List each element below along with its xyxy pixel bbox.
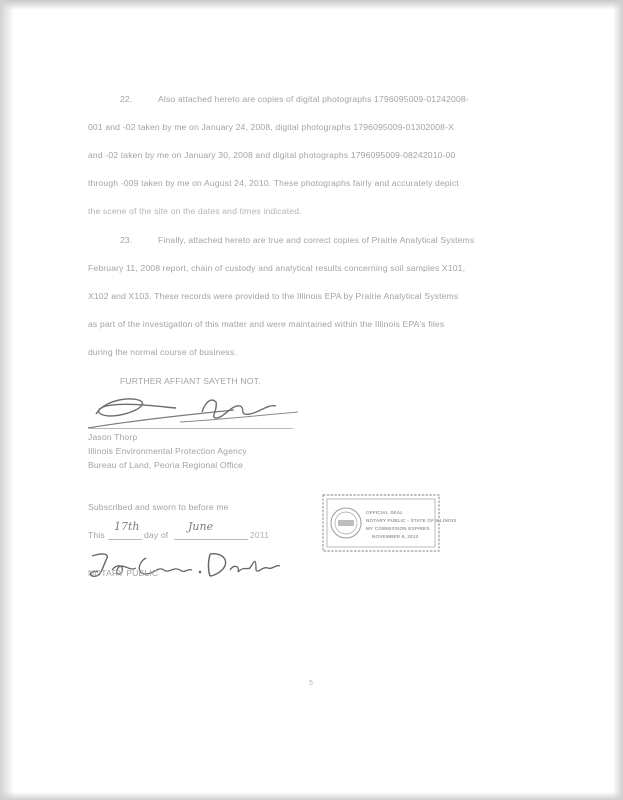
notary-day-line (108, 539, 142, 540)
seal-line-4: NOVEMBER 9, 2013 (372, 534, 419, 539)
notary-month-value: June (188, 520, 214, 533)
affiant-signature (84, 392, 304, 432)
affiant-signature-line (88, 428, 293, 429)
affiant-agency: Illinois Environmental Protection Agency (88, 446, 247, 456)
notary-day-of-label: day of (144, 530, 169, 540)
paragraph-23-line-2: February 11, 2008 report, chain of custody and analytical results concerning soil samples X101, (88, 263, 466, 273)
scan-edge-left (0, 0, 14, 800)
seal-line-3: MY COMMISSION EXPIRES (366, 526, 430, 531)
notary-year: 2011 (250, 530, 270, 540)
scan-edge-bottom (0, 792, 623, 800)
paragraph-22-line-5: the scene of the site on the dates and times indicated. (88, 206, 302, 216)
paragraph-22-number: 22. (120, 94, 133, 104)
paragraph-23-number: 23. (120, 235, 133, 245)
affiant-office: Bureau of Land, Peoria Regional Office (88, 460, 244, 470)
notary-public-label: NOTARY PUBLIC (88, 568, 159, 578)
paragraph-23-line-4: as part of the investigation of this matter and were maintained within the Illinois EPA's files (88, 319, 445, 329)
paragraph-22-line-3: and -02 taken by me on January 30, 2008 and digital photographs 1796095009-08242010-00 (88, 150, 456, 160)
page-number: 5 (309, 680, 314, 687)
scan-edge-right (613, 0, 623, 800)
paragraph-23-line-1: Finally, attached hereto are true and correct copies of Prairie Analytical Systems (158, 235, 475, 245)
paragraph-23-line-3: X102 and X103. These records were provided to the Illinois EPA by Prairie Analytical Systems (88, 291, 459, 301)
notary-seal (322, 494, 457, 557)
paragraph-22-line-4: through -009 taken by me on August 24, 2010. These photographs fairly and accurately depict (88, 178, 459, 188)
paragraph-23-line-5: during the normal course of business. (88, 347, 237, 357)
seal-line-1: OFFICIAL SEAL (366, 510, 404, 515)
affiant-name: Jason Thorp (88, 432, 138, 442)
closing-statement: FURTHER AFFIANT SAYETH NOT. (120, 376, 261, 386)
notary-subscribed-text: Subscribed and sworn to before me (88, 502, 229, 512)
notary-day-value: 17th (114, 520, 140, 533)
notary-month-line (174, 539, 248, 540)
paragraph-22-line-1: Also attached hereto are copies of digital photographs 1796095009-01242008- (158, 94, 469, 104)
paragraph-22-line-2: 001 and -02 taken by me on January 24, 2008, digital photographs 1796095009-01302008-X (88, 122, 454, 132)
notary-this-label: This (88, 530, 105, 540)
seal-line-2: NOTARY PUBLIC - STATE OF ILLINOIS (366, 518, 457, 523)
notary-signature (84, 548, 294, 584)
scan-edge-top (0, 0, 623, 10)
